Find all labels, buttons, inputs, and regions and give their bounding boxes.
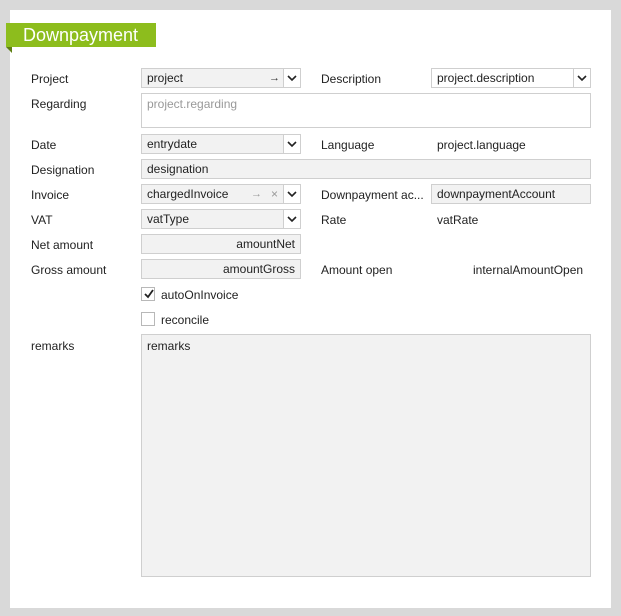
invoice-field[interactable]: [141, 184, 301, 204]
net-amount-field[interactable]: [141, 234, 301, 254]
chevron-down-icon: [287, 215, 297, 223]
remarks-label: remarks: [31, 339, 75, 353]
auto-on-invoice-checkbox[interactable]: [141, 287, 155, 301]
description-label: Description: [321, 72, 382, 86]
date-value: entrydate: [147, 137, 198, 151]
description-dropdown-button[interactable]: [573, 69, 590, 87]
form-title: Downpayment: [6, 23, 156, 47]
downpayment-account-field[interactable]: [431, 184, 591, 204]
auto-on-invoice-label[interactable]: autoOnInvoice: [161, 288, 239, 302]
regarding-label: Regarding: [31, 97, 87, 111]
chevron-down-icon: [287, 74, 297, 82]
reconcile-label[interactable]: reconcile: [161, 313, 210, 327]
remarks-textarea[interactable]: [141, 334, 591, 577]
clear-icon[interactable]: ×: [270, 187, 278, 201]
regarding-field[interactable]: [141, 93, 591, 128]
project-label: Project: [31, 72, 69, 86]
vat-value: vatType: [147, 212, 190, 226]
language-value: project.language: [437, 138, 526, 152]
invoice-dropdown-button[interactable]: [283, 185, 300, 203]
designation-label: Designation: [31, 163, 95, 177]
gross-amount-field[interactable]: [141, 259, 301, 279]
date-label: Date: [31, 138, 57, 152]
date-dropdown-button[interactable]: [283, 135, 300, 153]
net-amount-value: amountNet: [236, 237, 295, 251]
rate-label: Rate: [321, 213, 347, 227]
project-dropdown-button[interactable]: [283, 69, 300, 87]
gross-amount-value: amountGross: [222, 262, 295, 276]
navigate-arrow-icon[interactable]: →: [269, 72, 280, 84]
downpayment-account-label: Downpayment ac...: [321, 188, 424, 202]
vat-field[interactable]: [141, 209, 301, 229]
amount-open-value: internalAmountOpen: [473, 263, 584, 277]
date-field[interactable]: [141, 134, 301, 154]
chevron-down-icon: [287, 140, 297, 148]
invoice-value: chargedInvoice: [147, 187, 229, 201]
designation-field[interactable]: [141, 159, 591, 179]
chevron-down-icon: [577, 74, 587, 82]
chevron-down-icon: [287, 190, 297, 198]
project-field[interactable]: [141, 68, 301, 88]
rate-value: vatRate: [437, 213, 479, 227]
language-label: Language: [321, 138, 375, 152]
reconcile-checkbox[interactable]: [141, 312, 155, 326]
net-amount-label: Net amount: [31, 238, 94, 252]
gross-amount-label: Gross amount: [31, 263, 107, 277]
vat-dropdown-button[interactable]: [283, 210, 300, 228]
description-field[interactable]: [431, 68, 591, 88]
regarding-placeholder: project.regarding: [147, 97, 238, 111]
project-value: project: [147, 71, 184, 85]
invoice-label: Invoice: [31, 188, 70, 202]
vat-label: VAT: [31, 213, 53, 227]
remarks-value: remarks: [147, 339, 191, 353]
downpayment-account-value: downpaymentAccount: [437, 187, 556, 201]
navigate-arrow-icon[interactable]: →: [251, 188, 262, 200]
designation-value: designation: [147, 162, 209, 176]
checkmark-icon: [143, 288, 155, 300]
description-value: project.description: [437, 71, 535, 85]
amount-open-label: Amount open: [321, 263, 393, 277]
